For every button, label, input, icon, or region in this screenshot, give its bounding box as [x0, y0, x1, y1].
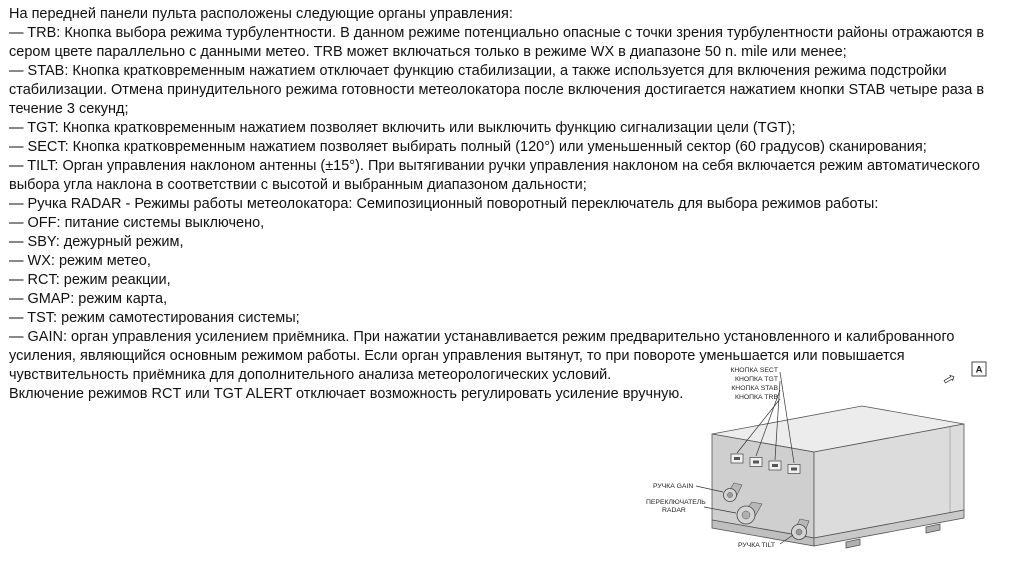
- label-gain-knob: РУЧКА GAIN: [653, 483, 694, 490]
- item-mode-gmap: — GMAP: режим карта,: [9, 291, 168, 307]
- item-radar-knob: — Ручка RADAR - Режимы работы метеолокатора: Семипозиционный поворотный переключатель для выбора режимов работы:: [9, 196, 879, 212]
- label-tilt-knob: РУЧКА TILT: [738, 542, 776, 549]
- item-tilt: — TILT: Орган управления наклоном антенны (±15°). При вытягивании ручки управления наклоном на себя включается режим автоматического выбора угла наклона в соответствии с высотой и выбранным диапазоном дальности;: [9, 158, 980, 193]
- control-panel-diagram: [642, 356, 1022, 572]
- item-mode-wx: — WX: режим метео,: [9, 253, 151, 269]
- item-stab: — STAB: Кнопка кратковременным нажатием отключает функцию стабилизации, а также используется для включения режима подстройки стабилизации. Отмена принудительного режима готовности метеолокатора после включения достигается нажатием кнопки STAB четыре раза в течение 3 секунд;: [9, 63, 985, 117]
- control-panel-figure: [642, 356, 1022, 572]
- item-mode-off: — OFF: питание системы выключено,: [9, 215, 265, 231]
- unit-foot: [846, 539, 860, 548]
- label-trb-button: КНОПКА TRB: [734, 394, 778, 401]
- item-tgt: — TGT: Кнопка кратковременным нажатием позволяет включить или выключить функцию сигнализации цели (TGT);: [9, 120, 796, 136]
- item-sect: — SECT: Кнопка кратковременным нажатием позволяет выбирать полный (120°) или уменьшенный сектор (60 градусов) сканирования;: [9, 139, 927, 155]
- tgt-button: [769, 461, 781, 470]
- label-tgt-button: КНОПКА TGT: [734, 376, 778, 383]
- label-sect-button: КНОПКА SECT: [730, 367, 778, 374]
- callout-letter: A: [975, 364, 983, 376]
- item-trb: — TRB: Кнопка выбора режима турбулентности. В данном режиме потенциально опасные с точки зрения турбулентности районы отражаются в сером цвете параллельно с данными метео. TRB может включаться только в режиме WX в диапазоне 50 n. mile или менее;: [9, 25, 985, 60]
- closing-line: Включение режимов RCT или TGT ALERT отключает возможность регулировать усиление вручную.: [9, 386, 684, 402]
- item-gain: — GAIN: орган управления усилением приёмника. При нажатии устанавливается режим предварительно установленного и калиброванного усиления, являющийся основным режимом работы. Если орган управления вытянут, то при повороте уменьшается или повышается чувствительность приёмника для дополнительного анализа метеорологических условий.: [9, 329, 955, 383]
- document-text: [9, 5, 1017, 404]
- unit-foot: [926, 524, 940, 533]
- item-mode-tst: — TST: режим самотестирования системы;: [9, 310, 300, 326]
- callout-arrow-icon: ⇨: [939, 368, 960, 390]
- intro-line: На передней панели пульта расположены следующие органы управления:: [9, 6, 513, 22]
- label-radar-selector-line1: ПЕРЕКЛЮЧАТЕЛЬ: [646, 499, 706, 506]
- sect-button: [788, 465, 800, 474]
- label-stab-button: КНОПКА STAB: [731, 385, 778, 392]
- item-mode-sby: — SBY: дежурный режим,: [9, 234, 184, 250]
- callout-a: [940, 362, 986, 390]
- label-radar-selector-line2: RADAR: [662, 507, 686, 514]
- radar-control-unit: [712, 406, 964, 548]
- trb-button: [731, 454, 743, 463]
- stab-button: [750, 458, 762, 467]
- item-mode-rct: — RCT: режим реакции,: [9, 272, 171, 288]
